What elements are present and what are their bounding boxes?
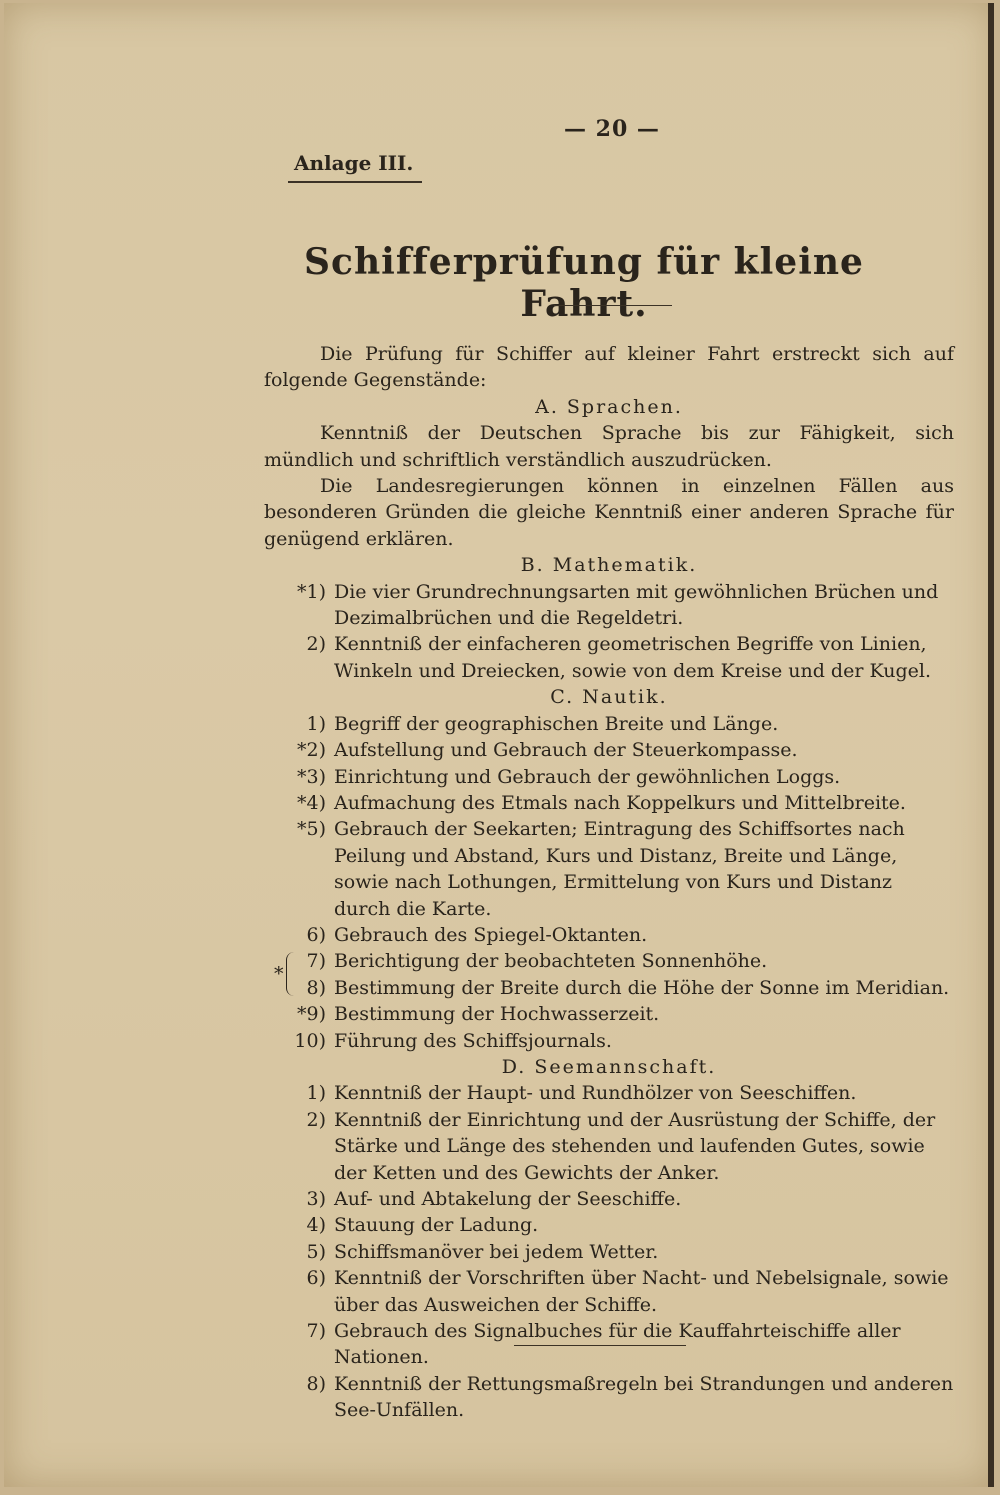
item-text: Berichtigung der beobachteten Sonnenhöhe. bbox=[334, 950, 768, 973]
item-text: Begriff der geographischen Breite und Länge. bbox=[334, 712, 779, 735]
item-number: 8) bbox=[306, 976, 326, 999]
item-number: 7) bbox=[306, 1320, 326, 1343]
item-text: Führung des Schiffsjournals. bbox=[334, 1029, 612, 1052]
item-number: 7) bbox=[306, 950, 326, 973]
list-item bbox=[264, 711, 954, 737]
item-text: Bestimmung der Hochwasserzeit. bbox=[334, 1003, 660, 1026]
document-body bbox=[264, 341, 954, 1424]
item-number: *9) bbox=[296, 1003, 326, 1026]
list-item bbox=[264, 922, 954, 948]
list-item bbox=[264, 1080, 954, 1106]
item-text: Stauung der Ladung. bbox=[334, 1214, 539, 1237]
page-title: Schifferprüfung für kleine Fahrt. bbox=[304, 241, 864, 325]
item-text: Aufmachung des Etmals nach Koppelkurs und Mittelbreite. bbox=[334, 791, 906, 814]
appendix-label: Anlage III. bbox=[294, 151, 414, 175]
list-item bbox=[264, 1001, 954, 1027]
page-number: — 20 — bbox=[564, 116, 660, 142]
section-heading-seemannschaft: D. Seemannschaft. bbox=[501, 1055, 717, 1078]
brace-marker bbox=[264, 948, 326, 1000]
item-text: Auf- und Abtakelung der Seeschiffe. bbox=[334, 1188, 682, 1210]
list-item bbox=[264, 764, 954, 790]
page-edge-shadow bbox=[988, 3, 994, 1487]
item-number: *5) bbox=[296, 818, 326, 841]
item-text: Bestimmung der Breite durch die Höhe der Sonne im Meridian. bbox=[334, 976, 950, 999]
item-number: 1) bbox=[306, 712, 326, 735]
item-text: Einrichtung und Gebrauch der gewöhnlichen Loggs. bbox=[334, 765, 841, 788]
list-item bbox=[264, 1186, 954, 1212]
braced-item-group bbox=[264, 948, 954, 1001]
item-text: Kenntniß der Einrichtung und der Ausrüstung der Schiffe, der Stärke und Länge des stehenden und laufenden Gutes, sowie der Ketten und des Gewichts der Anker. bbox=[334, 1108, 936, 1184]
item-number: *1) bbox=[296, 580, 326, 603]
list-item bbox=[264, 1239, 954, 1265]
item-text: Kenntniß der Haupt- und Rundhölzer von Seeschiffen. bbox=[334, 1082, 857, 1105]
list-item bbox=[264, 816, 954, 922]
item-number: 2) bbox=[306, 633, 326, 656]
list-item bbox=[264, 1107, 954, 1186]
item-text: Gebrauch des Spiegel-Oktanten. bbox=[334, 923, 648, 946]
section-heading-sprachen: A. Sprachen. bbox=[535, 395, 683, 418]
paragraph: Die Landesregierungen können in einzelnen Fällen aus besonderen Gründen die gleiche Kenntniß einer anderen Sprache für genügend erklären. bbox=[264, 475, 954, 550]
item-number: *2) bbox=[296, 739, 326, 762]
brace-star: * bbox=[274, 963, 284, 986]
title-divider bbox=[554, 305, 672, 306]
appendix-underline bbox=[288, 181, 422, 183]
item-text: Die vier Grundrechnungsarten mit gewöhnlichen Brüchen und Dezimalbrüchen und die Regeldetri. bbox=[334, 580, 939, 630]
intro-paragraph: Die Prüfung für Schiffer auf kleiner Fahrt erstreckt sich auf folgende Gegenstände: bbox=[264, 343, 954, 392]
list-item bbox=[264, 737, 954, 763]
section-heading-mathematik: B. Mathematik. bbox=[520, 554, 698, 577]
item-number: *3) bbox=[296, 765, 326, 788]
item-number: 2) bbox=[306, 1108, 326, 1131]
item-number: 1) bbox=[306, 1082, 326, 1105]
item-number: 4) bbox=[306, 1214, 326, 1237]
item-text: Gebrauch der Seekarten; Eintragung des Schiffsortes nach Peilung und Abstand, Kurs und Distanz, Breite und Länge, sowie nach Lothungen, Ermittelung von Kurs und Distanz durch die Karte. bbox=[334, 818, 905, 920]
item-number: 6) bbox=[306, 1267, 326, 1290]
item-text: Gebrauch des Signalbuches für die Kauffahrteischiffe aller Nationen. bbox=[334, 1320, 901, 1369]
list-item bbox=[264, 1028, 954, 1054]
item-number: 6) bbox=[306, 923, 326, 946]
item-text: Kenntniß der Vorschriften über Nacht- und Nebelsignale, sowie über das Ausweichen der Schiffe. bbox=[334, 1267, 949, 1316]
item-text: Schiffsmanöver bei jedem Wetter. bbox=[334, 1240, 659, 1263]
list-item bbox=[264, 1371, 954, 1424]
item-text: Kenntniß der einfacheren geometrischen Begriffe von Linien, Winkeln und Dreiecken, sowie von dem Kreise und der Kugel. bbox=[334, 633, 931, 682]
item-number: 8) bbox=[306, 1372, 326, 1395]
item-number: 10) bbox=[294, 1029, 326, 1052]
item-text: Aufstellung und Gebrauch der Steuerkompasse. bbox=[334, 739, 798, 762]
list-item bbox=[264, 1212, 954, 1238]
list-item bbox=[264, 790, 954, 816]
section-heading-nautik: C. Nautik. bbox=[550, 686, 668, 709]
item-number: 5) bbox=[306, 1240, 326, 1263]
document-page bbox=[4, 3, 994, 1487]
paragraph: Kenntniß der Deutschen Sprache bis zur Fähigkeit, sich mündlich und schriftlich verständlich auszudrücken. bbox=[264, 422, 954, 471]
list-item bbox=[264, 631, 954, 684]
end-divider bbox=[514, 1345, 686, 1346]
curly-brace bbox=[286, 952, 295, 996]
list-item bbox=[264, 1265, 954, 1318]
list-item bbox=[264, 579, 954, 632]
item-text: Kenntniß der Rettungsmaßregeln bei Strandungen und anderen See-Unfällen. bbox=[334, 1372, 954, 1422]
item-number: *4) bbox=[296, 791, 326, 814]
item-number: 3) bbox=[306, 1188, 326, 1210]
